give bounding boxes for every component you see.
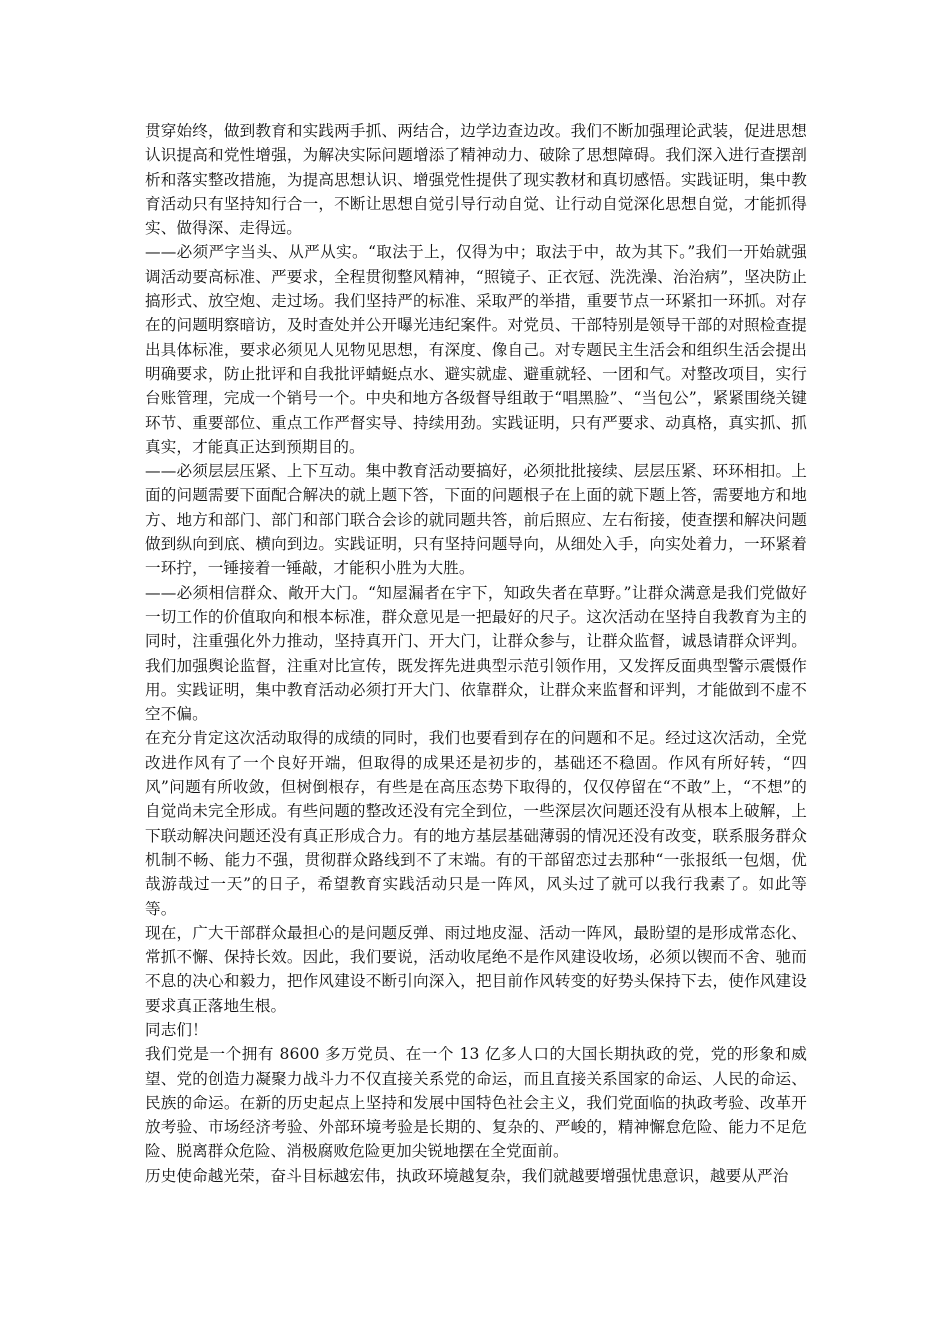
- paragraph-salutation: 同志们！: [145, 1020, 208, 1039]
- paragraph-historical-mission: 历史使命越光荣，奋斗目标越宏伟，执政环境越复杂，我们就越要增强忧患意识，越要从严治: [145, 1166, 789, 1185]
- document-body: [145, 119, 807, 1188]
- paragraph-continuation: 贯穿始终，做到教育和实践两手抓、两结合，边学边查边改。我们不断加强理论武装，促进思想认识提高和党性增强，为解决实际问题增添了精神动力、破除了思想障碍。我们深入进行查摆剖析和落实整改措施，为提高思想认识、增强党性提供了现实教材和真切感悟。实践证明，集中教育活动只有坚持知行合一，不断让思想自觉引导行动自觉、让行动自觉深化思想自觉，才能抓得实、做得深、走得远。: [145, 122, 807, 238]
- paragraph-problems-shortcomings: 在充分肯定这次活动取得的成绩的同时，我们也要看到存在的问题和不足。经过这次活动，全党改进作风有了一个良好开端，但取得的成果还是初步的，基础还不稳固。作风有所好转，“四风”问题有所收敛，但树倒根存，有些是在高压态势下取得的，仅仅停留在“不敢”上，“不想”的自觉尚未完全形成。有些问题的整改还没有完全到位，一些深层次问题还没有从根本上破解，上下联动解决问题还没有真正形成合力。有的地方基层基础薄弱的情况还没有改变，联系服务群众机制不畅、能力不强，贯彻群众路线到不了末端。有的干部留恋过去那种“一张报纸一包烟，优哉游哉过一天”的日子，希望教育实践活动只是一阵风，风头过了就可以我行我素了。如此等等。: [145, 729, 807, 918]
- paragraph-party-members: 我们党是一个拥有 8600 多万党员、在一个 13 亿多人口的大国长期执政的党，党的形象和威望、党的创造力凝聚力战斗力不仅直接关系党的命运，而且直接关系国家的命运、人民的命运、民族的命运。在新的历史起点上坚持和发展中国特色社会主义，我们党面临的执政考验、改革开放考验、市场经济考验、外部环境考验是长期的、复杂的、严峻的，精神懈怠危险、能力不足危险、脱离群众危险、消极腐败危险更加尖锐地摆在全党面前。: [145, 1045, 807, 1161]
- paragraph-now-concerns: 现在，广大干部群众最担心的是问题反弹、雨过地皮湿、活动一阵风，最盼望的是形成常态化、常抓不懈、保持长效。因此，我们要说，活动收尾绝不是作风建设收场，必须以锲而不舍、驰而不息的决心和毅力，把作风建设不断引向深入，把目前作风转变的好势头保持下去，使作风建设要求真正落地生根。: [145, 923, 807, 1015]
- paragraph-strict-standards: ——必须严字当头、从严从实。“取法于上，仅得为中；取法于中，故为其下。”我们一开始就强调活动要高标准、严要求，全程贯彻整风精神，“照镜子、正衣冠、洗洗澡、治治病”，坚决防止搞形式、放空炮、走过场。我们坚持严的标准、采取严的举措，重要节点一环紧扣一环抓。对存在的问题明察暗访，及时查处并公开曝光违纪案件。对党员、干部特别是领导干部的对照检查提出具体标准，要求必须见人见物见思想，有深度、像自己。对专题民主生活会和组织生活会提出明确要求，防止批评和自我批评蜻蜓点水、避实就虚、避重就轻、一团和气。对整改项目，实行台账管理，完成一个销号一个。中央和地方各级督导组敢于“唱黑脸”、“当包公”，紧紧围绕关键环节、重要部位、重点工作严督实导、持续用劲。实践证明，只有严要求、动真格，真实抓、抓真实，才能真正达到预期目的。: [145, 243, 807, 456]
- paragraph-layered-pressure: ——必须层层压紧、上下互动。集中教育活动要搞好，必须批批接续、层层压紧、环环相扣。上面的问题需要下面配合解决的就上题下答，下面的问题根子在上面的就下题上答，需要地方和地方、地方和部门、部门和部门联合会诊的就同题共答，前后照应、左右衔接，使查摆和解决问题做到纵向到底、横向到边。实践证明，只有坚持问题导向，从细处入手，向实处着力，一环紧着一环拧，一锤接着一锤敲，才能积小胜为大胜。: [145, 462, 807, 578]
- paragraph-trust-masses: ——必须相信群众、敞开大门。“知屋漏者在宇下，知政失者在草野。”让群众满意是我们党做好一切工作的价值取向和根本标准，群众意见是一把最好的尺子。这次活动在坚持自我教育为主的同时，注重强化外力推动，坚持真开门、开大门，让群众参与，让群众监督，诚恳请群众评判。我们加强舆论监督，注重对比宣传，既发挥先进典型示范引领作用，又发挥反面典型警示震慑作用。实践证明，集中教育活动必须打开大门、依靠群众，让群众来监督和评判，才能做到不虚不空不偏。: [145, 583, 807, 724]
